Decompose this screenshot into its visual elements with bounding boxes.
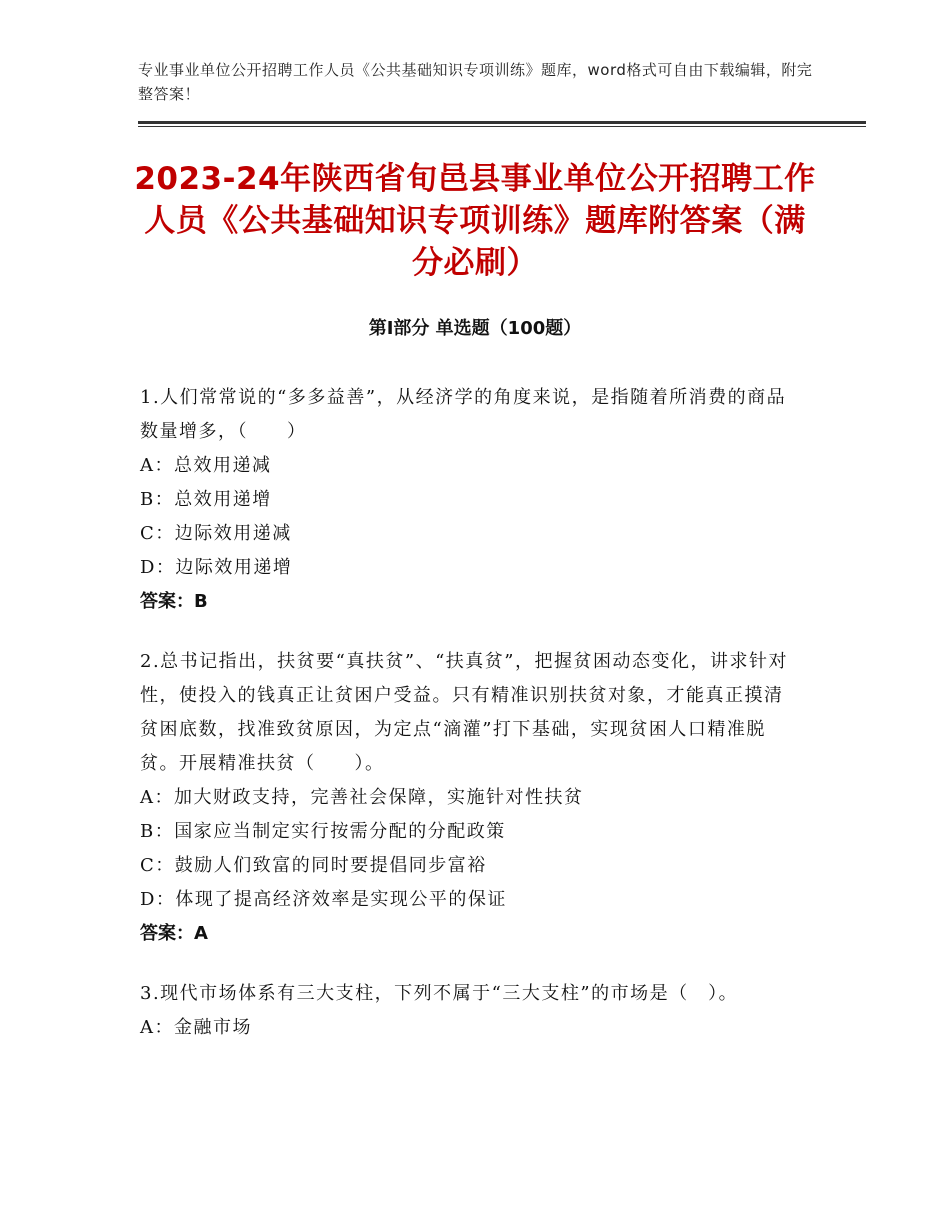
question-2 [140, 645, 800, 951]
question-option: A：加大财政支持，完善社会保障，实施针对性扶贫 [140, 787, 584, 808]
document-title: 2023-24年陕西省旬邑县事业单位公开招聘工作人员《公共基础知识专项训练》题库附答案（满分必刷） [134, 161, 816, 281]
question-option: D：边际效用递增 [140, 557, 293, 578]
question-option: D：体现了提高经济效率是实现公平的保证 [140, 889, 507, 910]
question-text: 3.现代市场体系有三大支柱，下列不属于“三大支柱”的市场是（ ）。 [140, 983, 739, 1004]
section-heading: 第Ⅰ部分 单选题（100题） [368, 318, 582, 339]
question-option: A：总效用递减 [140, 455, 272, 476]
question-answer: 答案：B [140, 591, 208, 612]
question-option: B：总效用递增 [140, 489, 272, 510]
question-answer: 答案：A [140, 923, 208, 944]
question-option: A：金融市场 [140, 1017, 252, 1038]
question-1 [140, 381, 800, 619]
question-option: C：鼓励人们致富的同时要提倡同步富裕 [140, 855, 487, 876]
question-text: 1.人们常常说的“多多益善”，从经济学的角度来说，是指随着所消费的商品数量增多，（ ） [140, 387, 787, 442]
question-option: B：国家应当制定实行按需分配的分配政策 [140, 821, 506, 842]
header-rule-thick [138, 121, 866, 124]
question-3 [140, 977, 800, 1045]
question-option: C：边际效用递减 [140, 523, 292, 544]
question-text: 2.总书记指出，扶贫要“真扶贫”、“扶真贫”，把握贫困动态变化，讲求针对性，使投入的钱真正让贫困户受益。只有精准识别扶贫对象，才能真正摸清贫困底数，找准致贫原因，为定点“滴灌”打下基础，实现贫困人口精准脱贫。开展精准扶贫（ ）。 [140, 651, 788, 774]
header-note: 专业事业单位公开招聘工作人员《公共基础知识专项训练》题库，word格式可自由下载编辑，附完整答案！ [138, 61, 813, 103]
header-rule-thin [138, 126, 866, 127]
question-list [140, 381, 800, 1071]
